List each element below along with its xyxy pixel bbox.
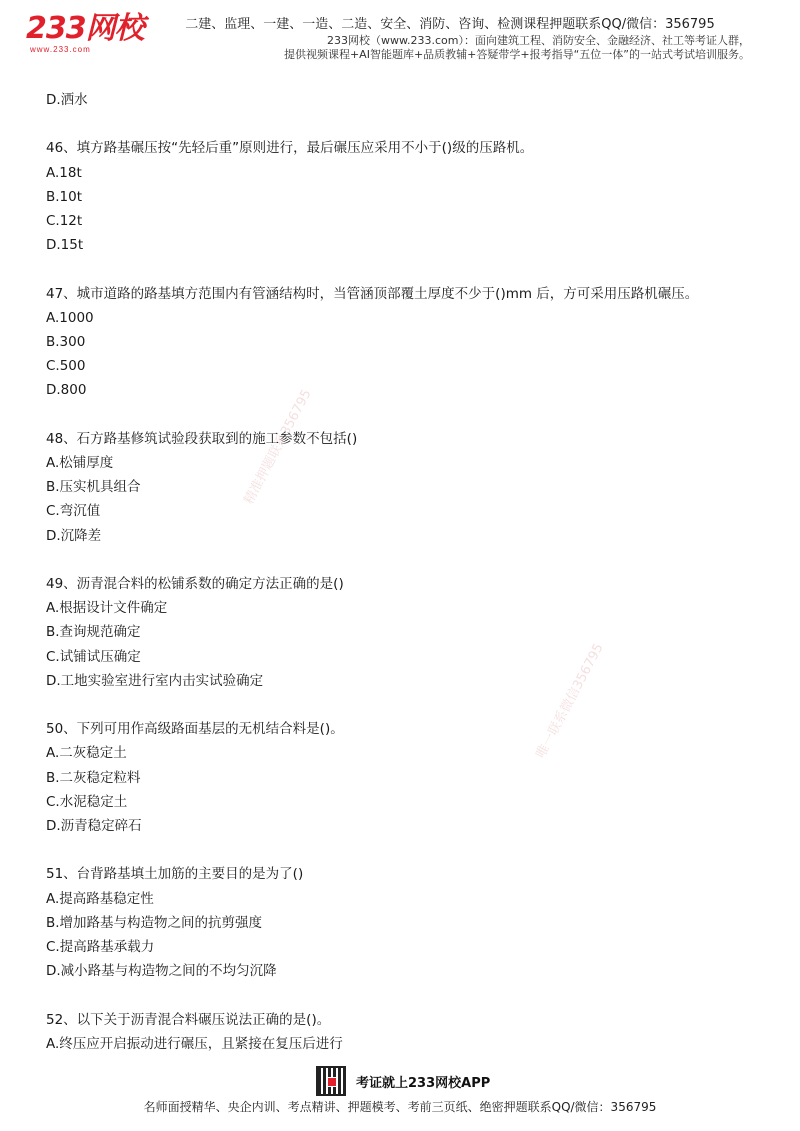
spacer [46, 983, 766, 1007]
answer-option: C.弯沉值 [46, 503, 101, 520]
page-footer [0, 1066, 800, 1131]
answer-option: D.800 [46, 382, 87, 399]
answer-option: B.压实机具组合 [46, 479, 141, 496]
logo-url: www.233.com [30, 45, 91, 54]
answer-option: A.松铺厚度 [46, 455, 114, 471]
answer-option: A.1000 [46, 309, 94, 326]
answer-option: A.18t [46, 164, 82, 181]
question-stem: 50、下列可用作高级路面基层的无机结合料是()。 [46, 721, 344, 738]
answer-option: A.终压应开启振动进行碾压，且紧接在复压后进行 [46, 1035, 343, 1052]
watermark-text: 精准押题联系356795 [241, 387, 315, 507]
answer-option: C.提高路基承载力 [46, 939, 155, 956]
spacer [46, 838, 766, 862]
header-intro-line: 233网校（www.233.com）：面向建筑工程、消防安全、金融经济、社工等考证人群， [327, 34, 750, 47]
header-services-line: 提供视频课程+AI智能题库+品质教辅+答疑带学+报考指导“五位一体”的一站式考试培训服务。 [283, 48, 750, 61]
spacer [46, 403, 766, 427]
answer-option: C.500 [46, 358, 86, 375]
header-contact-line: 二建、监理、一建、一造、二造、安全、消防、咨询、检测课程押题联系QQ/微信：356795 [185, 17, 715, 32]
answer-option: D.沉降差 [46, 527, 102, 544]
answer-option: D.工地实验室进行室内击实试验确定 [46, 672, 264, 689]
answer-option: A.提高路基稳定性 [46, 890, 154, 907]
watermark-text: 唯一联系微信356795 [533, 641, 607, 761]
question-stem: 47、城市道路的路基填方范围内有管涵结构时，当管涵顶部覆土厚度不少于()mm 后，方可采用压路机碾压。 [46, 285, 699, 302]
answer-option: D.15t [46, 237, 84, 254]
spacer [46, 112, 766, 136]
answer-option: C.水泥稳定土 [46, 793, 128, 810]
question-stem: 49、沥青混合料的松铺系数的确定方法正确的是() [46, 576, 344, 592]
spacer [46, 693, 766, 717]
answer-option: C.12t [46, 213, 83, 229]
spacer [46, 257, 766, 281]
footer-contact-line: 名师面授精华、央企内训、考点精讲、押题模考、考前三页纸、绝密押题联系QQ/微信：356795 [143, 1100, 657, 1114]
question-stem: 46、填方路基碾压按“先轻后重”原则进行，最后碾压应采用不小于()级的压路机。 [46, 140, 534, 157]
answer-option: A.二灰稳定土 [46, 745, 127, 762]
spacer [46, 548, 766, 572]
page-header [0, 0, 800, 70]
answer-option: D.减小路基与构造物之间的不均匀沉降 [46, 963, 277, 980]
answer-option: D.洒水 [46, 92, 88, 108]
answer-option: B.查询规范确定 [46, 624, 141, 641]
question-list [46, 88, 766, 1056]
answer-option: B.增加路基与构造物之间的抗剪强度 [46, 914, 263, 931]
answer-option: D.沥青稳定碎石 [46, 818, 142, 835]
answer-option: B.二灰稳定粒料 [46, 769, 141, 786]
logo-text: 233网校 [26, 11, 144, 46]
answer-option: A.根据设计文件确定 [46, 600, 168, 617]
answer-option: B.10t [46, 188, 83, 205]
answer-option: C.试铺试压确定 [46, 648, 141, 665]
answer-option: B.300 [46, 334, 86, 350]
question-stem: 51、台背路基填土加筋的主要目的是为了() [46, 866, 304, 883]
question-stem: 52、以下关于沥青混合料碾压说法正确的是()。 [46, 1011, 331, 1028]
qr-code-icon [316, 1066, 346, 1096]
footer-app-promo: 考证就上233网校APP [356, 1076, 491, 1091]
question-stem: 48、石方路基修筑试验段获取到的施工参数不包括() [46, 430, 358, 447]
brand-logo [26, 11, 144, 54]
